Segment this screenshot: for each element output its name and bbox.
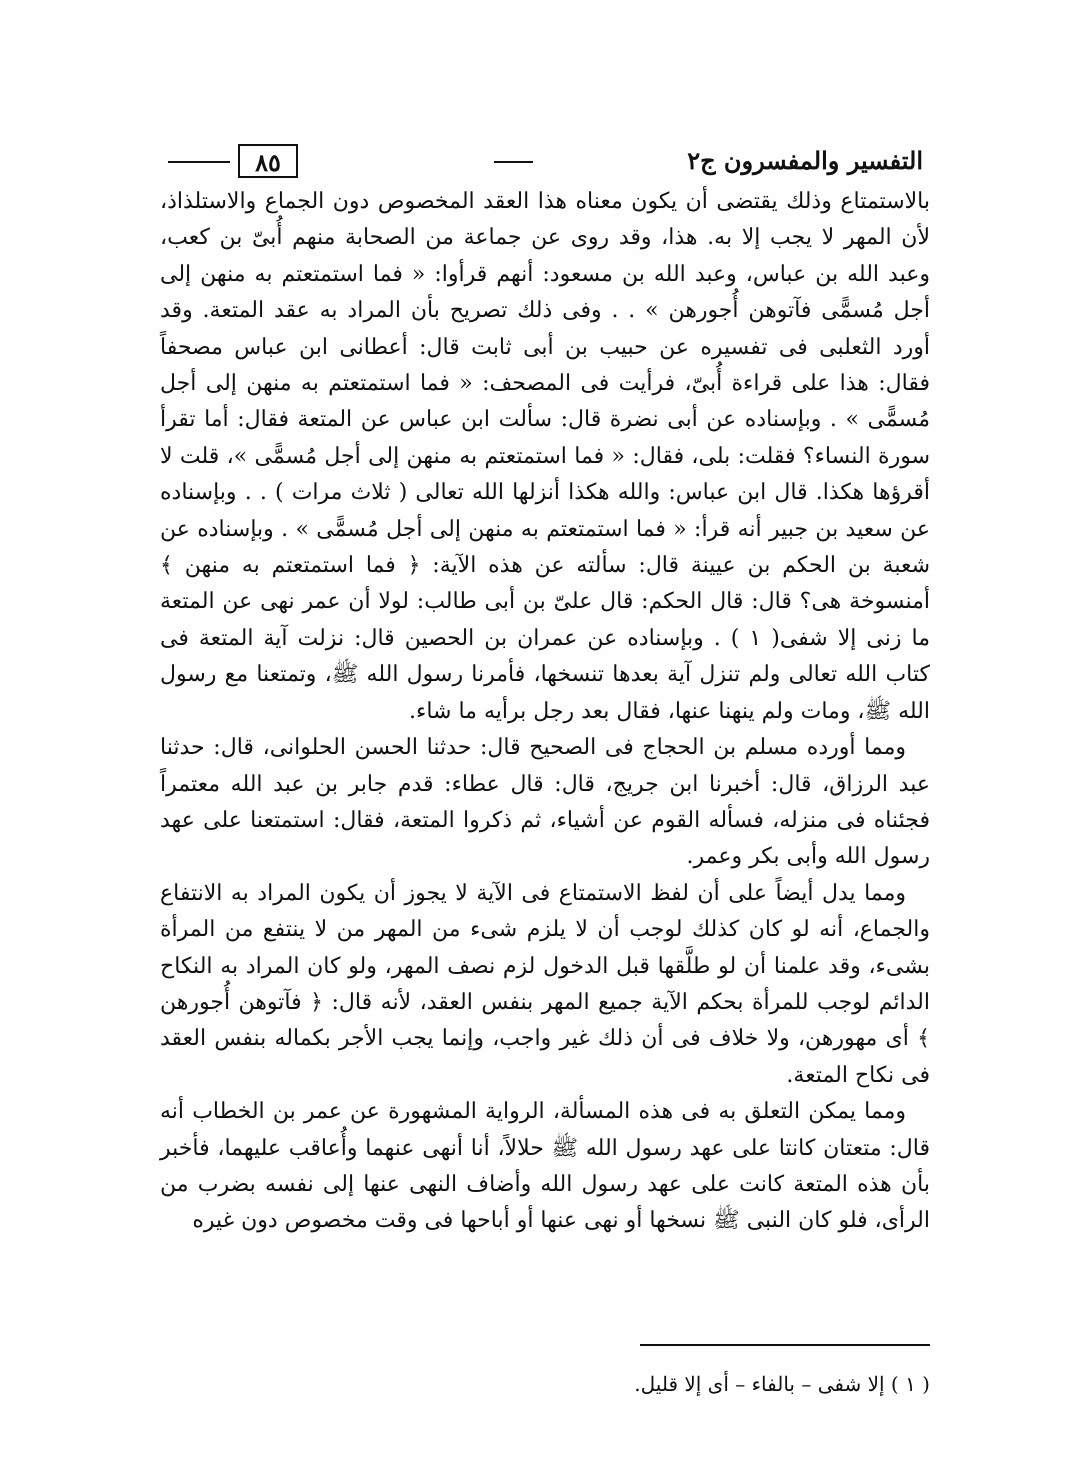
- paragraph: ومما يدل أيضاً على أن لفظ الاستمتاع فى الآية لا يجوز أن يكون المراد به الانتفاع والجماع، أنه لو كان كذلك لوجب أن لا يلزم شىء من المهر من لا ينتفع من المرأة بشىء، وقد علمنا أن لو طلَّقها قبل الدخول لزم نصف المهر، ولو كان المراد به النكاح الدائم لوجب للمرأة بحكم الآية جميع المهر بنفس العقد، لأنه قال: ﴿ فآتوهن أُجورهن ﴾ أى مهورهن، ولا خلاف فى أن ذلك غير واجب، وإنما يجب الأجر بكماله بنفس العقد فى نكاح المتعة.: [160, 880, 930, 1088]
- paragraph: ومما يمكن التعلق به فى هذه المسألة، الرواية المشهورة عن عمر بن الخطاب أنه قال: متعتان كانتا على عهد رسول الله ﷺ حلالاً، أنا أنهى عنهما وأُعاقب عليهما، فأخبر بأن هذه المتعة كانت على عهد رسول الله وأضاف النهى عنها إلى نفسه بضرب من الرأى، فلو كان النبى ﷺ نسخها أو نهى عنها أو أباحها فى وقت مخصوص دون غيره: [160, 1099, 930, 1234]
- paragraph: بالاستمتاع وذلك يقتضى أن يكون معناه هذا العقد المخصوص دون الجماع والاستلذاذ، لأن المهر لا يجب إلا به. هذا، وقد روى عن جماعة من الصحابة منهم أُبىّ بن كعب، وعبد الله بن عباس، وعبد الله بن مسعود: أنهم قرأوا: « فما استمتعتم به منهن إلى أجل مُسمًّى فآتوهن أُجورهن » . . وفى ذلك تصريح بأن المراد به عقد المتعة. وقد أورد الثعلبى فى تفسيره عن حبيب بن أبى ثابت قال: أعطانى ابن عباس مصحفاً فقال: هذا على قراءة أُبىّ، فرأيت فى المصحف: « فما استمتعتم به منهن إلى أجل مُسمًّى » . وبإسناده عن أبى نضرة قال: سألت ابن عباس عن المتعة فقال: أما تقرأ سورة النساء؟ فقلت: بلى، فقال: « فما استمتعتم به منهن إلى أجل مُسمًّى »، قلت لا أقرؤها هكذا. قال ابن عباس: والله هكذا أنزلها الله تعالى ( ثلاث مرات ) . . وبإسناده عن سعيد بن جبير أنه قرأ: « فما استمتعتم به منهن إلى أجل مُسمًّى » . وبإسناده عن شعبة بن الحكم بن عيينة قال: سألته عن هذه الآية: ﴿ فما استمتعتم به منهن ﴾ أمنسوخة هى؟ قال: قال الحكم: قال علىّ بن أبى طالب: لولا أن عمر نهى عن المتعة ما زنى إلا شفى( ١ ) . وبإسناده عن عمران بن الحصين قال: نزلت آية المتعة فى كتاب الله تعالى ولم تنزل آية بعدها تنسخها، فأمرنا رسول الله ﷺ، وتمتعنا مع رسول الله ﷺ، ومات ولم ينهنا عنها، فقال بعد رجل برأيه ما شاء.: [160, 189, 930, 724]
- running-header: [168, 140, 923, 184]
- page-number-box: ٨٥: [238, 144, 298, 178]
- body-text: [160, 184, 930, 1240]
- book-title: التفسير والمفسرون ج٢: [687, 146, 923, 175]
- paragraph: ومما أورده مسلم بن الحجاج فى الصحيح قال: حدثنا الحسن الحلوانى، قال: حدثنا عبد الرزاق، قال: أخبرنا ابن جريج، قال: قال عطاء: قدم جابر بن عبد الله معتمراً فجئناه فى منزله، فسأله القوم عن أشياء، ثم ذكروا المتعة، فقال: استمتعنا على عهد رسول الله وأبى بكر وعمر.: [160, 735, 930, 870]
- footnote-separator: [640, 1344, 930, 1346]
- header-rule-right: [494, 161, 533, 163]
- header-rule-left: [168, 161, 230, 163]
- footnote: ( ١ ) إلا شفى – بالفاء – أى إلا قليل.: [634, 1372, 930, 1396]
